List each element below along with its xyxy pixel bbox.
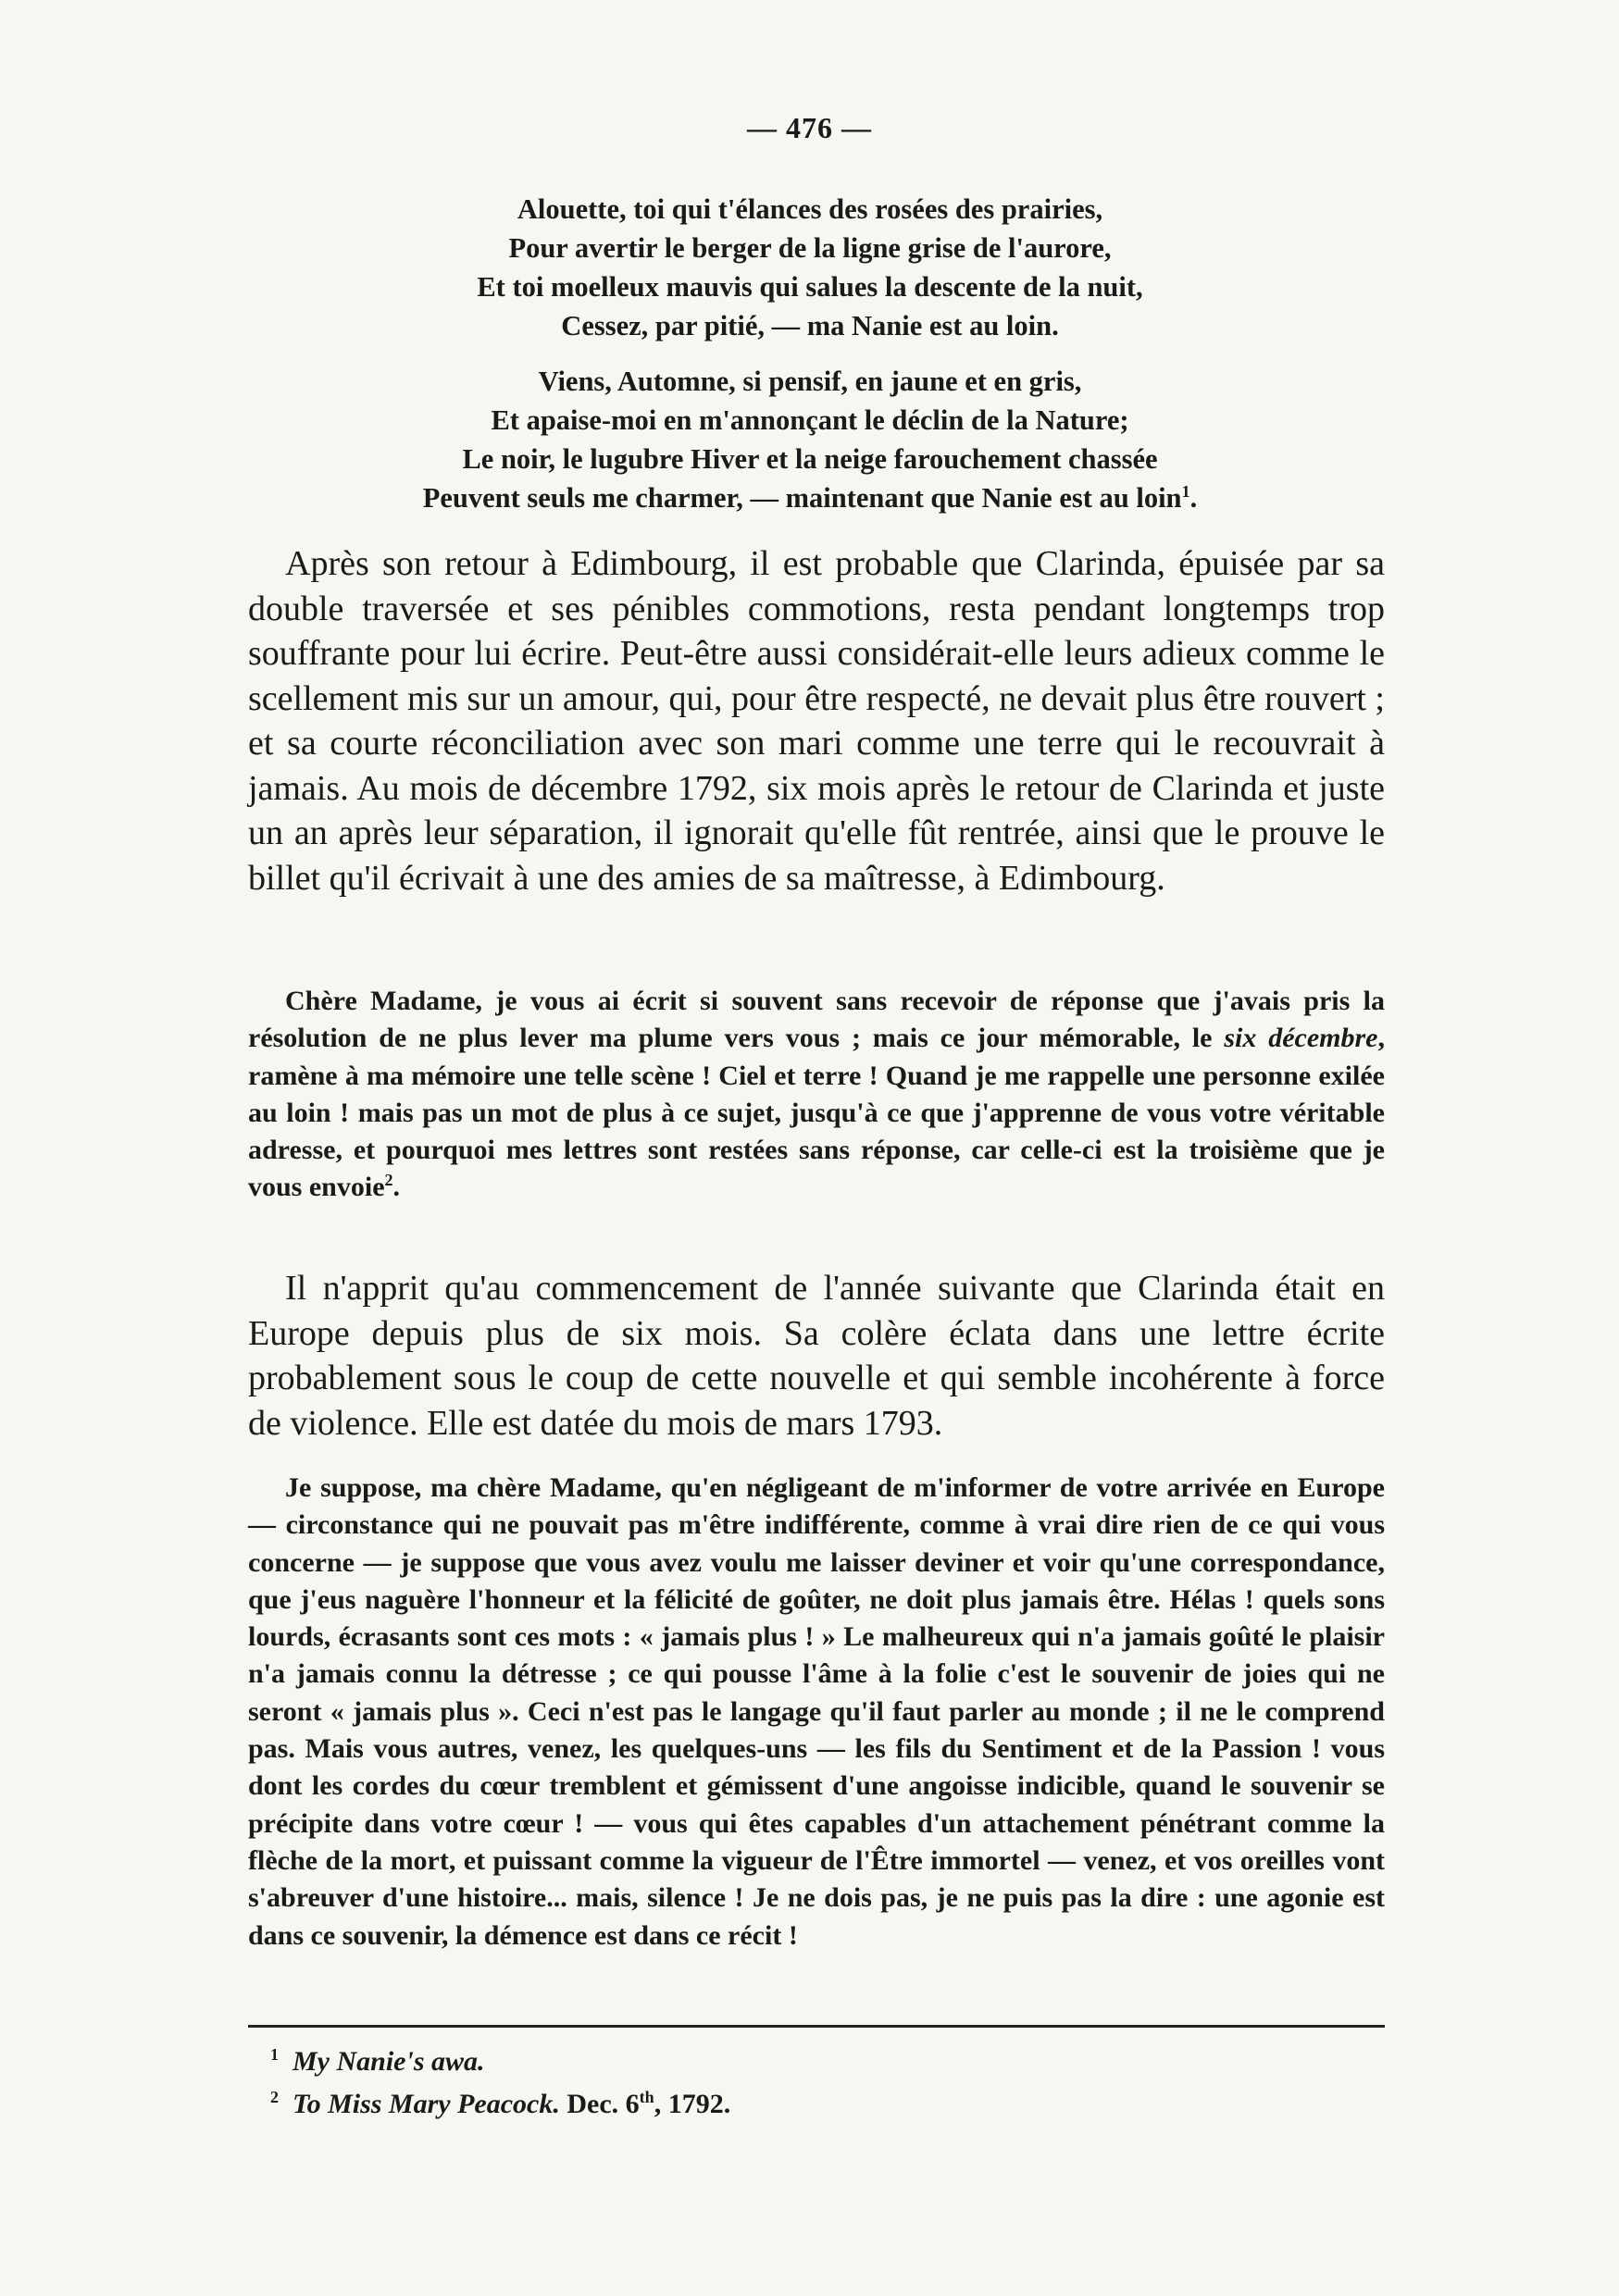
poem-end-punct: . <box>1189 482 1198 514</box>
footnote-title: My Nanie's awa. <box>293 2046 485 2077</box>
poem-stanza-1 <box>278 190 1342 345</box>
footnote-date: Dec. 6 <box>559 2089 640 2119</box>
footnote-2 <box>270 2083 1196 2126</box>
footnote-ref-2[interactable]: 2 <box>384 1171 393 1190</box>
poem-line-text: Peuvent seuls me charmer, — maintenant que Nanie est au loin <box>422 482 1182 514</box>
footnote-year: , 1792. <box>654 2089 731 2119</box>
poem-line: Et apaise-moi en m'annonçant le déclin de la Nature; <box>491 404 1129 436</box>
poem-line: Viens, Automne, si pensif, en jaune et en gris, <box>538 366 1082 397</box>
body-paragraph-1: Après son retour à Edimbourg, il est probable que Clarinda, épuisée par sa double traversée et ses pénibles commotions, resta pendant longtemps trop souffrante pour lui écrire. Peut-être aussi considérait-elle leurs adieux comme le scellement mis sur un amour, qui, pour être respecté, ne devait plus être rouvert ; et sa courte réconciliation avec son mari comme une terre qui le recouvrait à jamais. Au mois de décembre 1792, six mois après le retour de Clarinda et juste un an après leur séparation, il ignorait qu'elle fût rentrée, ainsi que le prouve le billet qu'il écrivait à une des amies de sa maîtresse, à Edimbourg. <box>248 544 1385 898</box>
footnotes <box>270 2041 1196 2126</box>
page-number: — 476 — <box>747 111 872 144</box>
footnote-title: To Miss Mary Peacock. <box>293 2089 560 2119</box>
poem-line: Alouette, toi qui t'élances des rosées des prairies, <box>517 193 1103 225</box>
letter-text: Chère Madame, je vous ai écrit si souvent sans recevoir de réponse que j'avais pris la résolution de ne plus lever ma plume vers vous ; mais ce jour mémorable, le <box>248 986 1385 1054</box>
letter-text: , ramène à ma mémoire une telle scène ! Ciel et terre ! Quand je me rappelle une personne exilée au loin ! mais pas un mot de plus à ce sujet, jusqu'à ce que j'apprenne de vous votre véritable adresse, et pourquoi mes lettres sont restées sans réponse, car celle-ci est la troisième que je vous envoie <box>248 1023 1385 1203</box>
poem-quotation <box>278 190 1342 534</box>
footnote-divider <box>248 2025 1385 2028</box>
letter-quote-2: Je suppose, ma chère Madame, qu'en négligeant de m'informer de votre arrivée en Europe — circonstance qui ne pouvait pas m'être indifférente, comme à vrai dire rien de ce qui vous concerne — je suppose que vous avez voulu me laisser deviner et voir qu'une correspondance, que j'eus naguère l'honneur et la félicité de goûter, ne doit plus jamais être. Hélas ! quels sons lourds, écrasants sont ces mots : « jamais plus ! » Le malheureux qui n'a jamais goûté le plaisir n'a jamais connu la détresse ; ce qui pousse l'âme à la folie c'est le souvenir de joies qui ne seront « jamais plus ». Ceci n'est pas le langage qu'il faut parler au monde ; il ne le comprend pas. Mais vous autres, venez, les quelques-uns — les fils du Sentiment et de la Passion ! vous dont les cordes du cœur tremblent et gémissent d'une angoisse indicible, quand le souvenir se précipite dans votre cœur ! — vous qui êtes capables d'un attachement pénétrant comme la flèche de la mort, et puissant comme la vigueur de l'Être immortel — venez, et vos oreilles vont s'abreuver d'une histoire... mais, silence ! Je ne dois pas, je ne puis pas la dire : une agonie est dans ce souvenir, la démence est dans ce récit ! <box>248 1472 1385 1951</box>
letter-italic-date: six décembre <box>1224 1023 1378 1054</box>
letter-quote-1 <box>248 983 1385 1207</box>
footnote-ref-1[interactable]: 1 <box>1181 481 1190 501</box>
poem-line-last <box>278 478 1342 517</box>
footnote-number: 1 <box>270 2045 279 2064</box>
letter-end-punct: . <box>392 1172 401 1203</box>
body-paragraph-2: Il n'apprit qu'au commencement de l'année suivante que Clarinda était en Europe depuis plus de six mois. Sa colère éclata dans une lettre écrite probablement sous le coup de cette nouvelle et qui semble incohérente à force de violence. Elle est datée du mois de mars 1793. <box>248 1269 1385 1443</box>
poem-line: Et toi moelleux mauvis qui salues la descente de la nuit, <box>477 271 1143 303</box>
poem-stanza-2 <box>278 362 1342 517</box>
poem-line: Le noir, le lugubre Hiver et la neige farouchement chassée <box>462 443 1158 475</box>
footnote-number: 2 <box>270 2088 279 2106</box>
footnote-1 <box>270 2041 1196 2083</box>
poem-line: Pour avertir le berger de la ligne grise de l'aurore, <box>508 232 1112 264</box>
footnote-date-suffix: th <box>639 2088 654 2106</box>
poem-line: Cessez, par pitié, — ma Nanie est au loin. <box>561 310 1059 341</box>
